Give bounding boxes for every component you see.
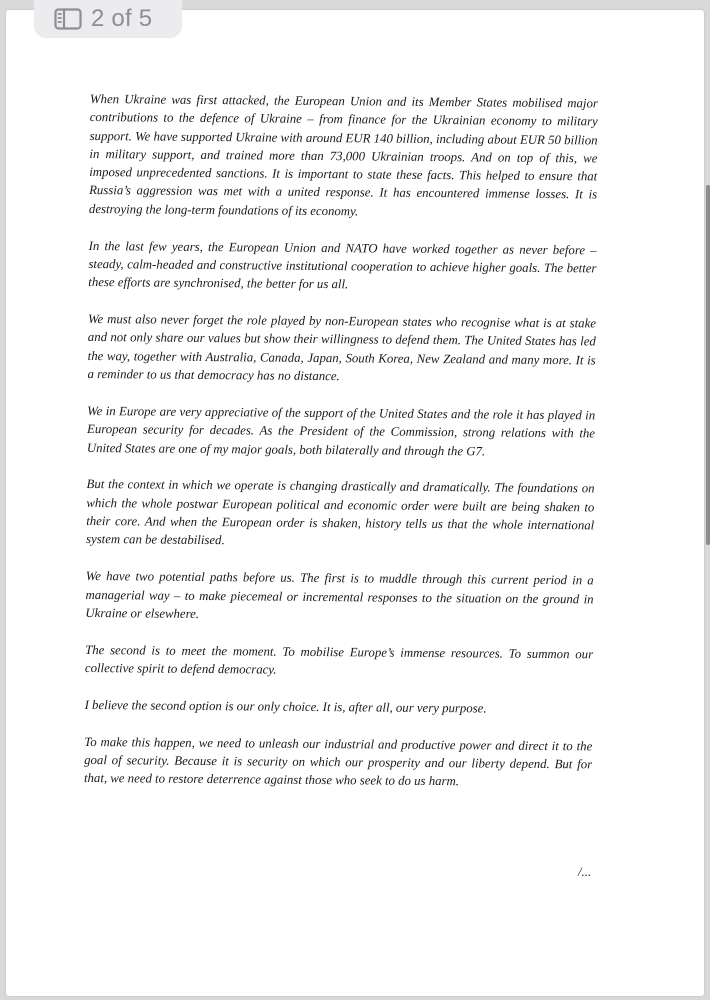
- paragraph-2: In the last few years, the European Union and NATO have worked together as never before – steady, calm-headed and constructive institutional cooperation to achieve higher goals. The better these efforts are synchronised, the better for us all.: [88, 238, 597, 292]
- page-indicator[interactable]: [34, 0, 182, 38]
- page-indicator-label: 2 of 5: [91, 5, 153, 32]
- book-icon: [54, 8, 82, 30]
- continuation-mark: /...: [578, 865, 592, 879]
- paragraph-8: I believe the second option is our only choice. It is, after all, our very purpose.: [84, 697, 487, 716]
- document-page: [6, 10, 704, 996]
- paragraph-1: When Ukraine was first attacked, the European Union and its Member States mobilised major contributions to the defence of Ukraine – from finance for the Ukrainian economy to military support. We have supported Ukraine with around EUR 140 billion, including about EUR 50 billion in military support, and trained more than 73,000 Ukrainian troops. And on top of this, we imposed unprecedented sanctions. It is important to state these facts. This helped to ensure that Russia’s aggression was met with a united response. It has encountered immense losses. It is destroying the long-term foundations of its economy.: [88, 91, 598, 219]
- document-body: [84, 90, 598, 811]
- paragraph-4: We in Europe are very appreciative of the support of the United States and the role it has played in European security for decades. As the President of the Commission, strong relations with the United States are one of my major goals, both bilaterally and through the G7.: [86, 403, 596, 458]
- paragraph-3: We must also never forget the role played by non-European states who recognise what is at stake and not only share our values but show their willingness to defend them. The United States has led the way, together with Australia, Canada, Japan, South Korea, New Zealand and many more. It is a reminder to us that democracy has no distance.: [87, 312, 597, 384]
- scrollbar[interactable]: [706, 185, 710, 545]
- paragraph-9: To make this happen, we need to unleash our industrial and productive power and direct it to the goal of security. Because it is security on which our prosperity and our liberty depend. But for that, we need to restore deterrence against those who seek to do us harm.: [83, 734, 593, 789]
- paragraph-7: The second is to meet the moment. To mobilise Europe’s immense resources. To summon our collective spirit to defend democracy.: [84, 642, 594, 677]
- paragraph-5: But the context in which we operate is changing drastically and dramatically. The foundations on which the whole postwar European political and economic order were built are being shaken to their core. And when the European order is shaken, history tells us that the whole international system can be destabilised.: [86, 477, 595, 548]
- paragraph-6: We have two potential paths before us. The first is to muddle through this current period in a managerial way – to make piecemeal or incremental responses to the situation on the ground in Ukraine or elsewhere.: [85, 569, 594, 621]
